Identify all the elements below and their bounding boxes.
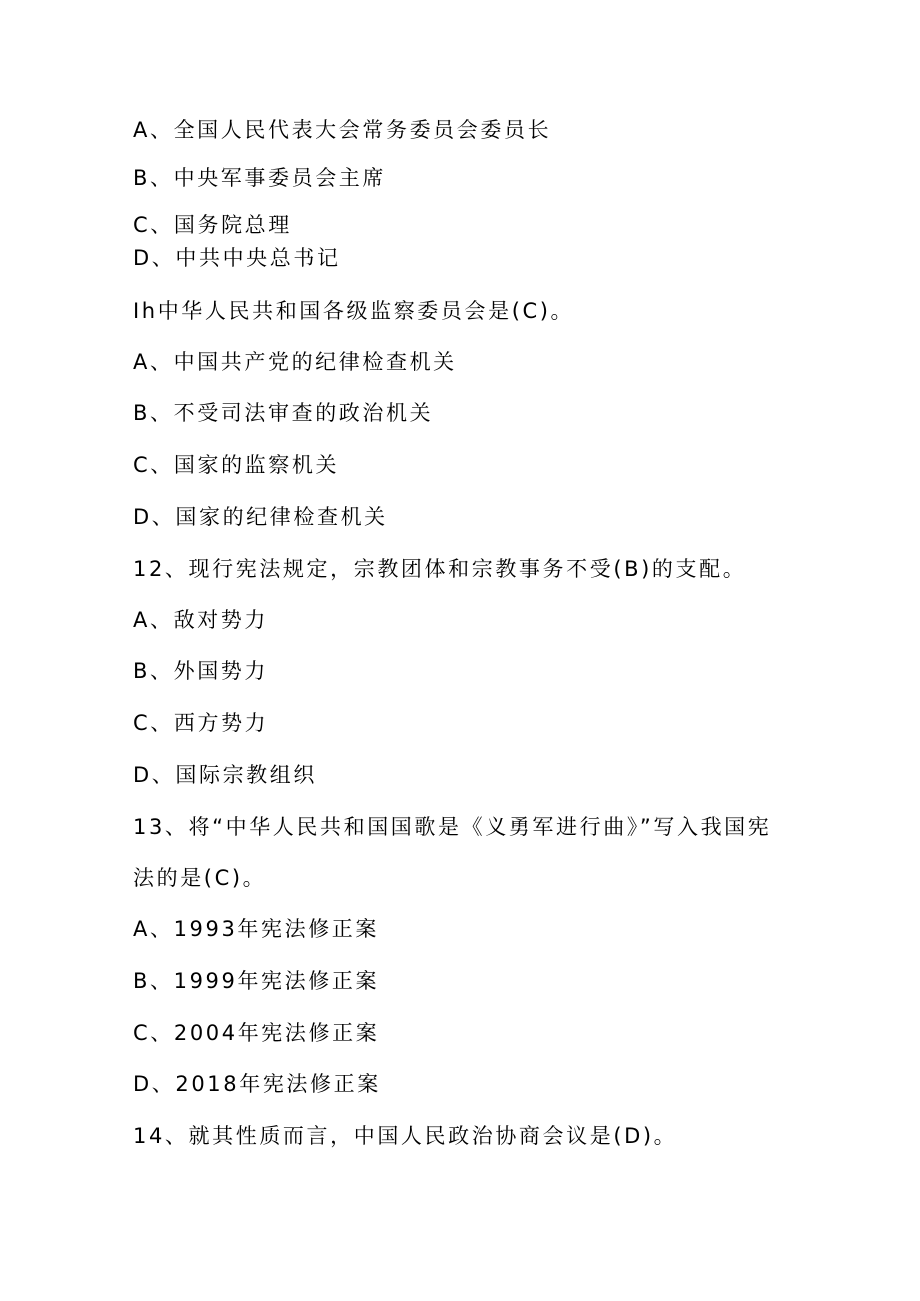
option-a-line: A、1993年宪法修正案 — [133, 917, 380, 941]
option-d-line: D、中共中央总书记 — [133, 246, 341, 270]
option-c-line: C、国家的监察机关 — [133, 453, 340, 477]
option-c-line: C、国务院总理 — [133, 213, 292, 237]
option-c-line: C、西方势力 — [133, 711, 269, 735]
option-a-line: A、敌对势力 — [133, 608, 268, 632]
option-c-line: C、2004年宪法修正案 — [133, 1021, 380, 1045]
option-b-line: B、中央军事委员会主席 — [133, 166, 387, 190]
option-a-line: A、全国人民代表大会常务委员会委员长 — [133, 118, 552, 142]
question-13-line-2: 法的是(C)。 — [133, 866, 267, 890]
option-d-line: D、2018年宪法修正案 — [133, 1072, 381, 1096]
question-12: 12、现行宪法规定，宗教团体和宗教事务不受(B)的支配。 — [133, 557, 747, 581]
option-d-line: D、国家的纪律检查机关 — [133, 505, 388, 529]
option-b-line: B、外国势力 — [133, 659, 269, 683]
option-a-line: A、中国共产党的纪律检查机关 — [133, 350, 457, 374]
question-13-line-1: 13、将“中华人民共和国国歌是《义勇军进行曲》”写入我国宪 — [133, 815, 772, 839]
option-b-line: B、不受司法审查的政治机关 — [133, 401, 434, 425]
question-11: Ih中华人民共和国各级监察委员会是(C)。 — [133, 299, 575, 323]
option-b-line: B、1999年宪法修正案 — [133, 969, 380, 993]
option-d-line: D、国际宗教组织 — [133, 763, 317, 787]
question-14: 14、就其性质而言，中国人民政治协商会议是(D)。 — [133, 1124, 678, 1148]
